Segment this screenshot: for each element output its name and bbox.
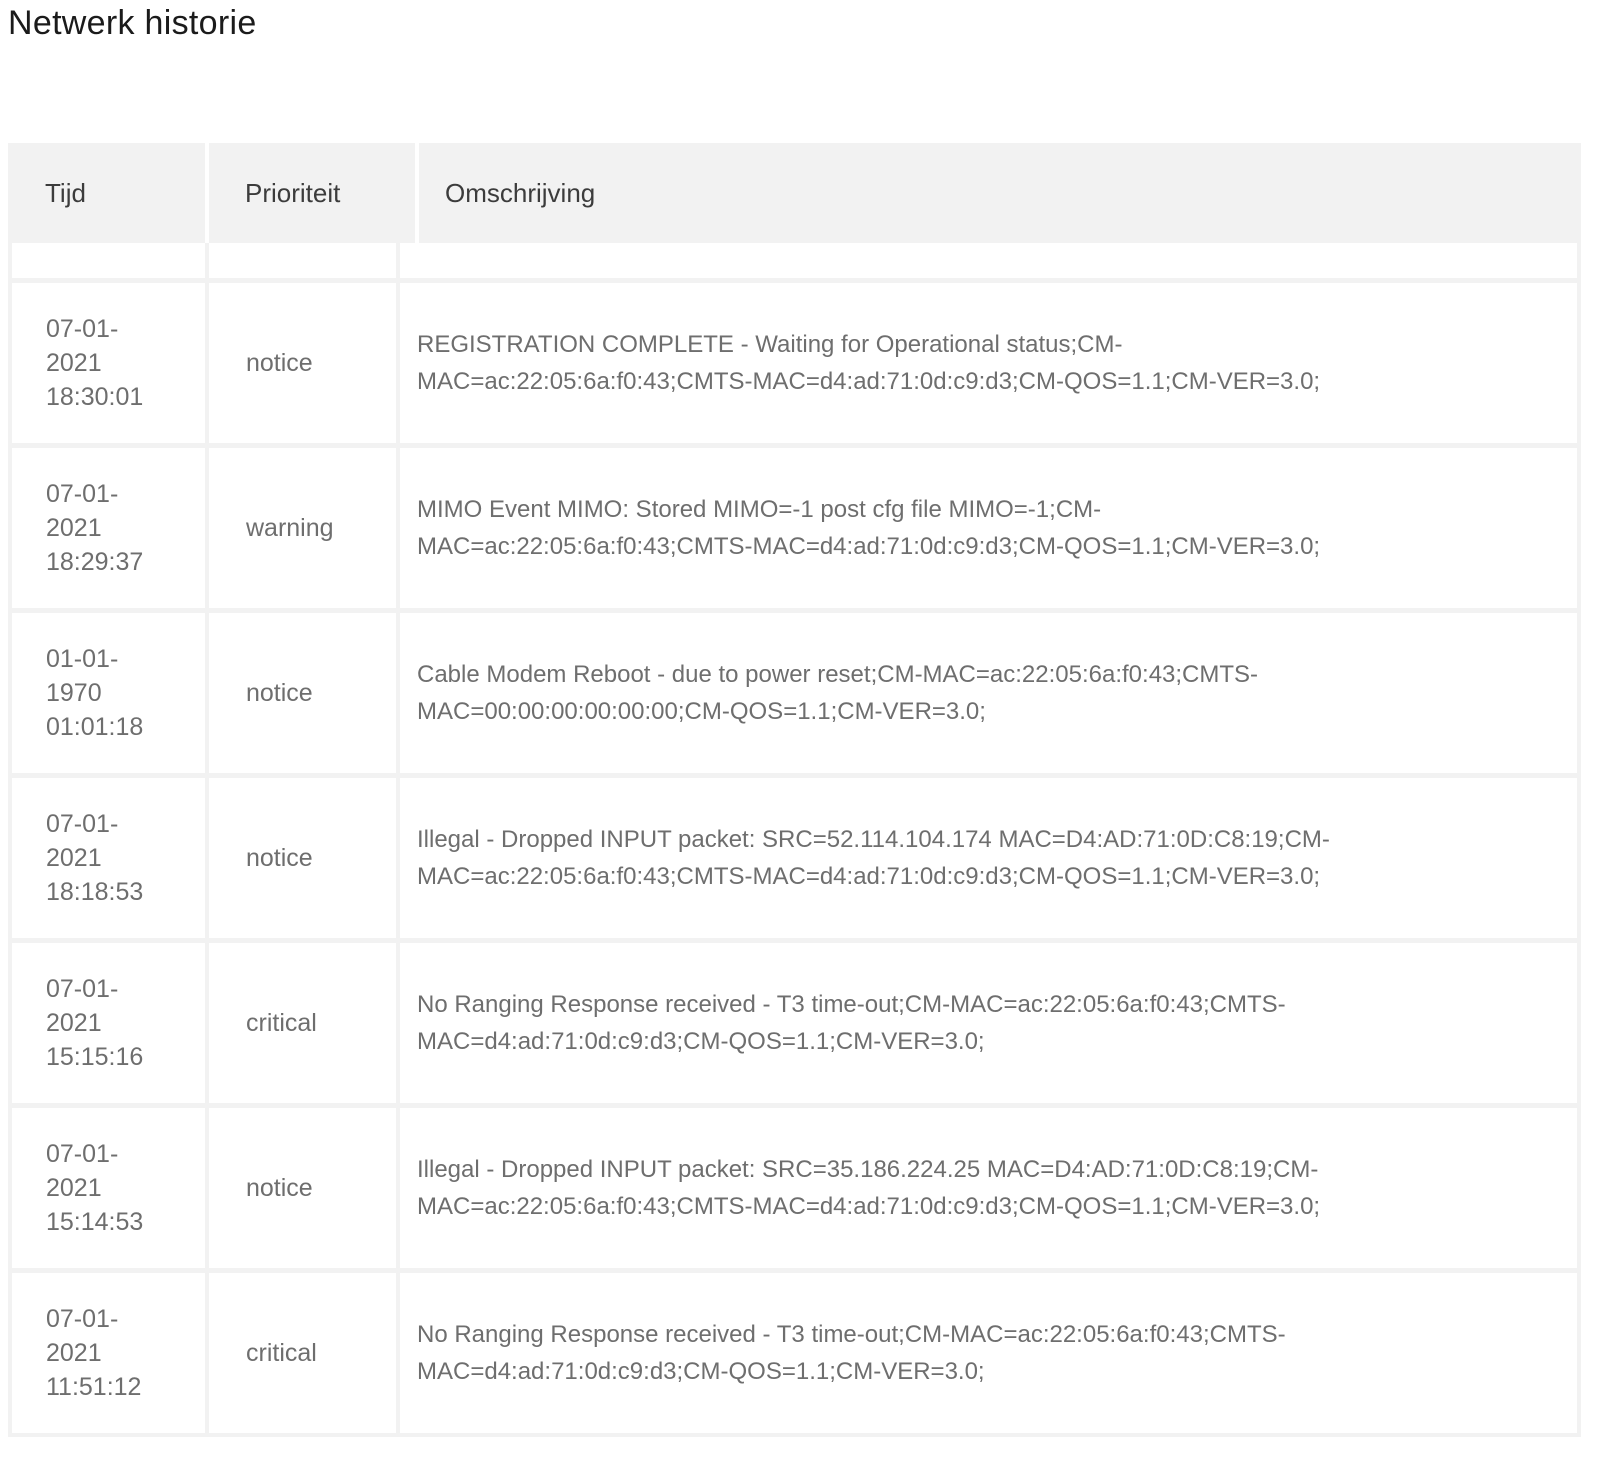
description-value: Illegal - Dropped INPUT packet: SRC=35.186.224.25 MAC=D4:AD:71:0D:C8:19;CM-MAC=ac:22:05:6a:f0:43;CMTS-MAC=d4:ad:71:0d:c9:d3;CM-QOS=1.1;CM-VER=3.0; — [417, 1156, 1321, 1220]
time-cell — [12, 1108, 205, 1268]
table-row — [12, 943, 1577, 1103]
table-header-row — [8, 143, 1581, 243]
priority-cell — [209, 448, 396, 608]
time-value: 07-01-2021 18:18:53 — [46, 810, 144, 906]
page-title: Netwerk historie — [8, 4, 257, 42]
network-history-table — [8, 143, 1581, 1437]
description-value: No Ranging Response received - T3 time-out;CM-MAC=ac:22:05:6a:f0:43;CMTS-MAC=d4:ad:71:0d:c9:d3;CM-QOS=1.1;CM-VER=3.0; — [417, 991, 1286, 1055]
priority-value: notice — [246, 348, 313, 377]
spacer-cell-priority — [209, 243, 396, 278]
column-header-tijd: Tijd — [8, 143, 205, 243]
time-value: 07-01-2021 18:30:01 — [46, 315, 144, 411]
description-cell — [400, 283, 1577, 443]
description-cell — [400, 943, 1577, 1103]
priority-cell — [209, 283, 396, 443]
column-header-omschrijving: Omschrijving — [419, 143, 1581, 243]
priority-cell — [209, 613, 396, 773]
description-value: Cable Modem Reboot - due to power reset;CM-MAC=ac:22:05:6a:f0:43;CMTS-MAC=00:00:00:00:00:00;CM-QOS=1.1;CM-VER=3.0; — [417, 661, 1259, 725]
table-row — [12, 613, 1577, 773]
priority-value: critical — [246, 1008, 317, 1037]
priority-value: notice — [246, 678, 313, 707]
priority-value: notice — [246, 843, 313, 872]
time-cell — [12, 448, 205, 608]
time-value: 01-01-1970 01:01:18 — [46, 645, 144, 741]
time-cell — [12, 943, 205, 1103]
table-row — [12, 1108, 1577, 1268]
priority-value: notice — [246, 1173, 313, 1202]
priority-cell — [209, 778, 396, 938]
description-cell — [400, 1108, 1577, 1268]
spacer-row — [12, 243, 1577, 278]
description-cell — [400, 778, 1577, 938]
time-value: 07-01-2021 11:51:12 — [46, 1305, 142, 1401]
column-header-prioriteit: Prioriteit — [209, 143, 415, 243]
spacer-cell-time — [12, 243, 205, 278]
description-value: No Ranging Response received - T3 time-out;CM-MAC=ac:22:05:6a:f0:43;CMTS-MAC=d4:ad:71:0d:c9:d3;CM-QOS=1.1;CM-VER=3.0; — [417, 1321, 1286, 1385]
table-row — [12, 778, 1577, 938]
priority-cell — [209, 943, 396, 1103]
priority-cell — [209, 1108, 396, 1268]
spacer-cell-description — [400, 243, 1577, 278]
description-cell — [400, 448, 1577, 608]
table-row — [12, 448, 1577, 608]
time-cell — [12, 613, 205, 773]
time-value: 07-01-2021 15:15:16 — [46, 975, 144, 1071]
priority-cell — [209, 1273, 396, 1433]
time-value: 07-01-2021 18:29:37 — [46, 480, 144, 576]
table-row — [12, 1273, 1577, 1433]
priority-value: critical — [246, 1338, 317, 1367]
description-cell — [400, 613, 1577, 773]
description-value: REGISTRATION COMPLETE - Waiting for Operational status;CM-MAC=ac:22:05:6a:f0:43;CMTS-MAC=d4:ad:71:0d:c9:d3;CM-QOS=1.1;CM-VER=3.0; — [417, 331, 1321, 395]
time-cell — [12, 283, 205, 443]
time-cell — [12, 778, 205, 938]
description-value: MIMO Event MIMO: Stored MIMO=-1 post cfg file MIMO=-1;CM-MAC=ac:22:05:6a:f0:43;CMTS-MAC=d4:ad:71:0d:c9:d3;CM-QOS=1.1;CM-VER=3.0; — [417, 496, 1321, 560]
time-value: 07-01-2021 15:14:53 — [46, 1140, 144, 1236]
table-body — [8, 243, 1581, 1437]
table-row — [12, 283, 1577, 443]
priority-value: warning — [246, 513, 334, 542]
time-cell — [12, 1273, 205, 1433]
description-cell — [400, 1273, 1577, 1433]
description-value: Illegal - Dropped INPUT packet: SRC=52.114.104.174 MAC=D4:AD:71:0D:C8:19;CM-MAC=ac:22:05:6a:f0:43;CMTS-MAC=d4:ad:71:0d:c9:d3;CM-QOS=1.1;CM-VER=3.0; — [417, 826, 1330, 890]
